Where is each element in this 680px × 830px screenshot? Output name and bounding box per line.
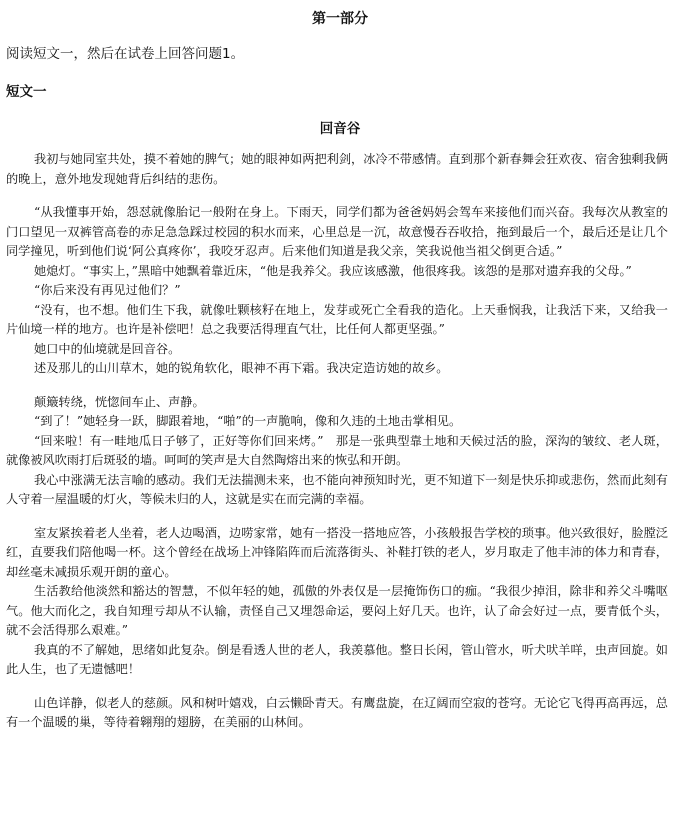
- reading-instruction: 阅读短文一，然后在试卷上回答问题1。: [6, 46, 245, 62]
- paragraph-gap: [6, 680, 668, 694]
- story-paragraph: 她熄灯。“事实上，”黑暗中她飘着靠近床，“他是我养父。我应该感激，他很疼我。该怨的是那对遗弃我的父母。”: [34, 263, 632, 278]
- story-paragraph: 我初与她同室共处，摸不着她的脾气；她的眼神如两把利剑，冰冷不带感情。直到那个新春舞会狂欢夜、宿舍独剩我俩的晚上，意外地发现她背后纠结的悲伤。: [6, 152, 668, 186]
- story-paragraph: 生活教给他淡然和豁达的智慧，不似年轻的她，孤傲的外表仅是一层掩饰伤口的痂。“我很少掉泪，除非和养父斗嘴呕气。他大而化之，我自知理亏却从不认输，责怪自己又埋怨命运，要闷上好几天。也许，认了命会好过一点，要青低个头，就不会活得那么艰难。”: [6, 584, 668, 637]
- story-paragraph: 山色详静，似老人的慈颜。风和树叶嬉戏，白云懒卧青天。有鹰盘旋，在辽阔而空寂的苍穹。无论它飞得再高再远，总有一个温暖的巢，等待着翱翔的翅膀，在美丽的山林间。: [6, 695, 668, 729]
- story-paragraph: 我心中涨满无法言喻的感动。我们无法揣测未来，也不能向神预知时光，更不知道下一刻是快乐抑或悲伤，然而此刻有人守着一屋温暖的灯火，等候未归的人，这就是实在而完满的幸福。: [6, 472, 668, 506]
- paragraph-gap: [6, 379, 668, 393]
- story-paragraph: “你后来没有再见过他们？”: [34, 283, 181, 297]
- story-paragraph: “从我懂事开始，怨怼就像胎记一般附在身上。下雨天，同学们都为爸爸妈妈会驾车来接他们而兴奋。我每次从教室的门口望见一双裤管高卷的赤足急急踩过校园的积水而来，心里总是一沉，故意慢吞吞收拾，拖到最后一个，最后还是让几个同学撞见，听到他们说‘阿公真疼你’，我咬牙忍声。后来他们知道是我父亲，笑我说他当祖父倒更合适。”: [6, 205, 668, 258]
- part-heading: 第一部分: [312, 11, 368, 27]
- story-paragraph: “没有，也不想。他们生下我，就像吐颗核籽在地上，发芽或死亡全看我的造化。上天垂悯我，让我活下来，又给我一片仙境一样的地方。也许是补偿吧！总之我要活得理直气壮，比任何人都更坚强。”: [6, 302, 668, 336]
- passage-label: 短文一: [6, 84, 47, 100]
- story-body: [6, 150, 668, 733]
- paragraph-gap: [6, 189, 668, 203]
- story-paragraph: 室友紧挨着老人坐着，老人边喝酒，边唠家常，她有一搭没一搭地应答，小孩般报告学校的琐事。他兴致很好，脸膛泛红，直要我们陪他喝一杯。这个曾经在战场上冲锋陷阵而后流落街头、补鞋打铁的老人，岁月取走了他丰沛的体力和青春，却丝毫未减损乐观开朗的童心。: [6, 525, 668, 579]
- story-title: 回音谷: [319, 121, 361, 137]
- paragraph-gap: [6, 510, 668, 524]
- story-paragraph: 述及那儿的山川草木，她的锐角软化，眼神不再下霜。我决定造访她的故乡。: [34, 361, 449, 375]
- story-paragraph: 她口中的仙境就是回音谷。: [34, 341, 181, 356]
- story-paragraph: “回来啦！有一畦地瓜日子够了，正好等你们回来烤。” 那是一张典型靠土地和天候过活的脸，深沟的皱纹、老人斑，就像被风吹雨打后斑驳的墙。呵呵的笑声是大自然陶熔出来的恢弘和开朗。: [6, 433, 668, 467]
- story-paragraph: 颠簸转绕，恍惚间车止、声静。: [34, 394, 205, 409]
- story-paragraph: “到了！”她轻身一跃，脚跟着地，“啪”的一声脆响，像和久违的土地击掌相见。: [34, 414, 462, 428]
- story-paragraph: 我真的不了解她，思绪如此复杂。倒是看透人世的老人，我羡慕他。整日长闲，管山管水，听犬吠羊咩，虫声回旋。如此人生，也了无遗憾吧！: [6, 642, 668, 676]
